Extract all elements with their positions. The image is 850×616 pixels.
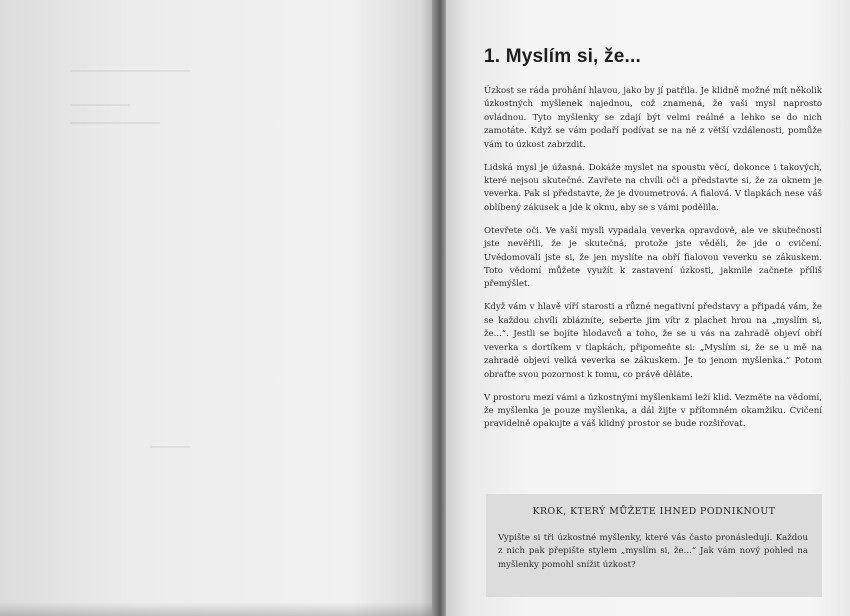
chapter-title: 1. Myslím si, že... xyxy=(484,46,641,67)
paragraph-2: Lidská mysl je úžasná. Dokáže myslet na spoustu věcí, dokonce i takových, které nejsou skutečné. Zavřete na chvíli oči a představte si, že za oknem je veverka. Pak si představte, že je dvoumetrová. A fialová. V tlapkách nese váš oblíbený zákusek a jde k oknu, aby se s vámi podělila. xyxy=(484,162,822,213)
paragraph-3: Otevřete oči. Ve vaší mysli vypadala veverka opravdově, ale ve skutečnosti jste nevěřili, že je skutečná, protože jste věděli, že jde o cvičení. Uvědomovali jste si, že jen myslíte na obří fialovou veverku se zákuskem. Toto vědomí můžete využít k zastavení úzkosti, jakmile začnete příliš přemýšlet. xyxy=(484,225,822,290)
action-box xyxy=(486,494,822,597)
action-box-heading: KROK, KTERÝ MŮŽETE IHNED PODNIKNOUT xyxy=(532,506,776,517)
action-box-text: Vypište si tři úzkostné myšlenky, které vás často pronásledují. Každou z nich pak přepište stylem „myslím si, že...“ Jak vám nový pohled na myšlenky pomohl snížit úzkost? xyxy=(498,533,808,570)
bleed-through-line xyxy=(150,446,190,448)
paragraph-1: Úzkost se ráda prohání hlavou, jako by jí patřila. Je klidně možné mít několik úzkostných myšlenek najednou, což znamená, že vaši mysl naprosto ovládnou. Tyto myšlenky se zdají být velmi reálné a lehko se do nich zamotáte. Když se vám podaří podívat se na ně z větší vzdálenosti, pomůže vám to úzkost zabrzdit. xyxy=(484,86,822,150)
paragraph-5: V prostoru mezi vámi a úzkostnými myšlenkami leží klid. Vezměte na vědomí, že myšlenka je pouze myšlenka, a dál žijte v přítomném okamžiku. Cvičení pravidelně opakujte a váš klidný prostor se bude rozšiřovat. xyxy=(484,392,822,430)
page-shadow xyxy=(0,602,438,616)
paragraph-4: Když vám v hlavě víří starosti a různé negativní představy a připadá vám, že se každou chvíli zblázníte, seberte jim vítr z plachet hrou na „myslím si, že...“. Jestli se bojíte hlodavců a toho, že se u vás na zahradě objeví obří veverka s dortíkem v tlapkách, připomeňte si: „Myslím si, že se u mě na zahradě objeví velká veverka se zákuskem. Je to jenom myšlenka.“ Potom obraťte svou pozornost k tomu, co právě děláte. xyxy=(484,302,822,380)
chapter-content xyxy=(484,46,822,441)
bleed-through-line xyxy=(70,70,190,72)
bleed-through-line xyxy=(70,104,130,106)
bleed-through-line xyxy=(70,122,160,124)
